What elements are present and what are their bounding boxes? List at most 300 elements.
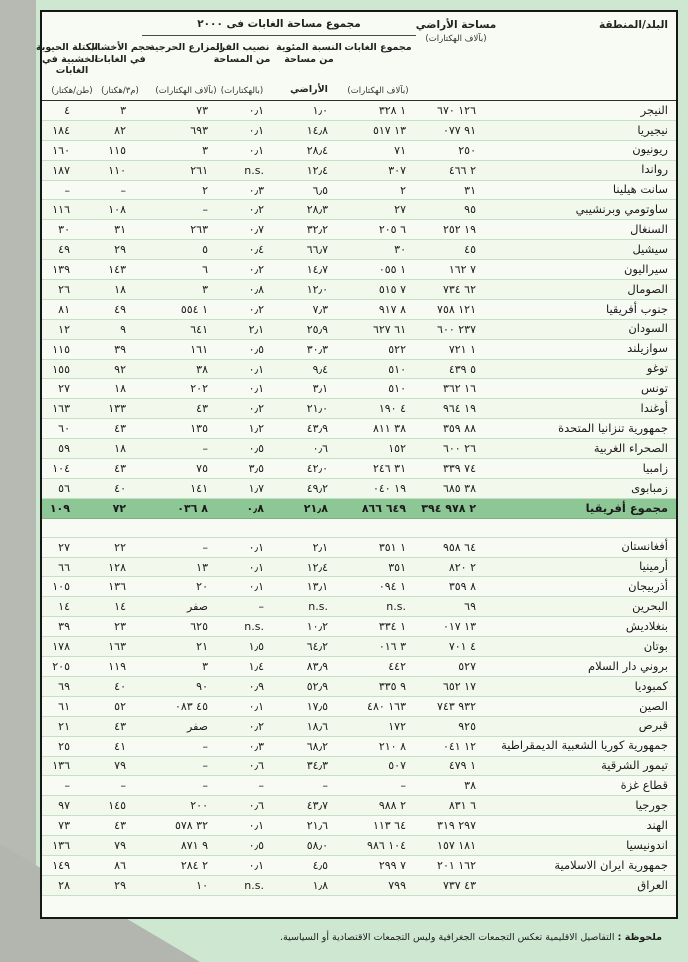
table-row <box>42 459 676 479</box>
cell-land: ١٦٢ ٢٠١ <box>437 858 476 872</box>
table-row <box>42 597 676 617</box>
table-row <box>42 677 676 697</box>
table-row <box>42 558 676 578</box>
footnote-label: ملحوظة : <box>617 932 662 943</box>
country-name: أفغانستان <box>621 539 668 554</box>
cell-plant: ٦٢٥ <box>190 620 208 634</box>
cell-bio: ١٠٩ <box>49 501 70 515</box>
total-forests-title: مجموع الغابات <box>344 42 412 53</box>
cell-pct: ٢١٫٦ <box>306 819 328 833</box>
cell-percap: ٠٫٢ <box>248 263 264 277</box>
footnote-text: التفاصيل الاقليمية تعكس التجمعات الجغرافية وليس التجمعات الاقتصادية أو السياسية. <box>280 932 615 943</box>
cell-pct: ٦٫٥ <box>312 183 328 197</box>
cell-vol: ١٦٣ <box>108 640 126 654</box>
table-row <box>42 419 676 439</box>
cell-land: ٩٣٢ ٧٤٣ <box>437 699 476 713</box>
cell-plant: ٨ ٠٣٦ <box>177 501 208 515</box>
cell-vol: ٥٢ <box>114 699 126 713</box>
cell-plant: – <box>202 540 208 554</box>
cell-percap: ٠٫١ <box>248 540 264 554</box>
cell-bio: ١١٥ <box>52 342 70 356</box>
cell-bio: ١٣٦ <box>52 839 70 852</box>
cell-land: ٢ ٩٧٨ ٣٩٤ <box>421 501 476 515</box>
country-name: تيمور الشرقية <box>601 758 668 773</box>
cell-land: ٣١ <box>464 183 476 197</box>
table-row <box>42 796 676 816</box>
cell-vol: ٢٢ <box>114 540 126 554</box>
cell-plant: – <box>202 759 208 773</box>
cell-pct: – <box>322 779 328 793</box>
cell-bio: – <box>64 183 70 197</box>
cell-plant: صفر <box>187 600 208 614</box>
wood-volume-title-line2: في الغابات <box>94 53 146 65</box>
country-name: نيجيريا <box>637 122 668 137</box>
cell-forest: ٣١ ٢٤٦ <box>372 461 406 475</box>
biomass-title-line2: الخشبية في <box>42 53 98 65</box>
cell-pct: ٤٣٫٧ <box>306 799 328 813</box>
cell-plant: – <box>202 779 208 793</box>
cell-vol: ١١٩ <box>108 659 126 673</box>
table-row <box>42 161 676 181</box>
cell-bio: ٢٧ <box>58 382 70 396</box>
cell-land: ٦٩ <box>464 600 476 614</box>
table-row <box>42 876 676 896</box>
cell-vol: ١٠٨ <box>108 203 126 217</box>
country-name: بوتان <box>643 638 668 653</box>
land-area-unit: (بآلاف الهكتارات) <box>425 34 487 44</box>
table-row <box>42 717 676 737</box>
cell-land: ٦٤ ٩٥٨ <box>442 540 476 554</box>
table-body <box>42 101 676 896</box>
table-row <box>42 220 676 240</box>
cell-bio: ١٧٨ <box>52 640 70 654</box>
cell-land: ٥٢٧ <box>458 659 476 673</box>
country-name: سوازيلند <box>627 341 668 356</box>
country-name: سانت هيلينا <box>612 182 668 197</box>
cell-bio: ٢٦ <box>58 282 70 296</box>
cell-plant: ٩٠ <box>196 679 208 693</box>
country-name: ريونيون <box>632 142 668 157</box>
cell-pct: ١٤٫٧ <box>306 263 328 277</box>
cell-plant: ٢٠٢ <box>190 382 208 396</box>
cell-pct: ٣٠٫٣ <box>306 342 328 356</box>
plantations-unit: (بآلاف الهكتارات) <box>155 86 217 96</box>
cell-percap: ٠٫٦ <box>248 759 264 773</box>
cell-pct: ٠٫٦ <box>312 442 328 456</box>
country-name: جورجيا <box>635 797 668 812</box>
cell-plant: ٧٣ <box>196 103 208 117</box>
cell-percap: ١٫٥ <box>248 640 264 654</box>
cell-percap: ١٫٢ <box>248 422 264 436</box>
cell-pct: ٢٨٫٤ <box>306 143 328 157</box>
table-row <box>42 538 676 558</box>
cell-percap: ٠٫٢ <box>248 719 264 733</box>
cell-land: ٨٨ ٣٥٩ <box>442 422 476 436</box>
table-row <box>42 757 676 777</box>
cell-pct: ٥٢٫٩ <box>306 679 328 693</box>
cell-percap: ٠٫١ <box>248 699 264 713</box>
cell-land: ٢ ٨٢٠ <box>448 560 476 574</box>
table-row <box>42 200 676 220</box>
cell-forest: ٣٠٧ <box>388 163 406 177</box>
table-row <box>42 181 676 201</box>
cell-land: ٧ ١٦٢ <box>448 263 476 277</box>
cell-forest: ٤٤٢ <box>388 659 406 673</box>
cell-percap: ٠٫٧ <box>248 223 264 237</box>
per-capita-unit: (بالهكتارات) <box>220 86 264 96</box>
country-name: الصين <box>639 698 668 713</box>
cell-percap: ٠٫١ <box>248 580 264 594</box>
cell-plant: ٤٥ ٠٨٣ <box>174 699 208 713</box>
cell-vol: ١٢٨ <box>108 560 126 574</box>
cell-vol: ٤١ <box>114 739 126 753</box>
cell-plant: ٢٠ <box>196 580 208 594</box>
country-name: بروني دار السلام <box>587 658 668 673</box>
plantations-title: المزارع الحرجية <box>149 42 223 53</box>
cell-percap: ٠٫٢ <box>248 203 264 217</box>
cell-plant: صفر <box>187 719 208 733</box>
cell-bio: ٦٩ <box>58 679 70 693</box>
cell-bio: ٨١ <box>58 302 70 316</box>
cell-land: ١٨١ ١٥٧ <box>437 839 476 852</box>
cell-vol: ٤٣ <box>114 819 126 833</box>
cell-land: ٤٣ ٧٣٧ <box>442 878 476 892</box>
cell-percap: ٠٫٥ <box>248 342 264 356</box>
cell-plant: ٢ ٢٨٤ <box>180 858 208 872</box>
country-name: جنوب أفريقيا <box>605 301 668 316</box>
country-name: قبرص <box>638 718 668 733</box>
cell-plant: ٤٣ <box>196 402 208 416</box>
cell-vol: ٧٩ <box>114 839 126 852</box>
cell-forest: – <box>400 779 406 793</box>
cell-bio: ٥٩ <box>58 442 70 456</box>
table-row-total-africa <box>42 499 676 519</box>
cell-plant: – <box>202 203 208 217</box>
cell-percap: ٠٫٢ <box>248 302 264 316</box>
cell-forest: ١ ٣٢٨ <box>378 103 406 117</box>
cell-land: ٤ ٧٠١ <box>448 640 476 654</box>
biomass-title-line3: الغابات <box>55 65 89 77</box>
cell-percap: ٠٫٩ <box>248 679 264 693</box>
cell-plant: ٢ <box>202 183 208 197</box>
country-name: جمهورية تنزانيا المتحدة <box>558 420 668 435</box>
cell-percap: n.s. <box>244 620 264 634</box>
total-forests-unit: (بآلاف الهكتارات) <box>347 86 409 96</box>
cell-percap: ٠٫١ <box>248 819 264 833</box>
cell-bio: ١٣٩ <box>52 263 70 277</box>
group-header-total-forest-2000: مجموع مساحة الغابات فى ٢٠٠٠ <box>142 18 416 36</box>
cell-land: ٢٦ ٦٠٠ <box>442 442 476 456</box>
cell-pct: ١٣٫١ <box>306 580 328 594</box>
cell-plant: ١٣٥ <box>190 422 208 436</box>
cell-plant: ٢٦١ <box>190 163 208 177</box>
country-name: أذربيجان <box>628 579 668 594</box>
cell-land: ٩١ ٠٧٧ <box>442 123 476 137</box>
cell-percap: ٠٫١ <box>248 560 264 574</box>
percent-title-line2: من مساحة <box>284 53 334 65</box>
cell-vol: ١٣٣ <box>108 402 126 416</box>
cell-bio: ١٦٠ <box>52 143 70 157</box>
cell-bio: ١٤ <box>58 600 70 614</box>
table-header <box>35 12 676 101</box>
cell-bio: ١٦٣ <box>52 402 70 416</box>
cell-pct: ١٢٫٠ <box>306 282 328 296</box>
table-row <box>42 360 676 380</box>
column-header-woody-biomass <box>35 42 98 96</box>
cell-land: ٢٩٧ ٣١٩ <box>437 819 476 833</box>
cell-bio: ١٢ <box>58 322 70 336</box>
cell-bio: ٢١ <box>58 719 70 733</box>
cell-plant: ٦٩٣ <box>190 123 208 137</box>
table-row <box>42 300 676 320</box>
cell-vol: ١٤٥ <box>108 799 126 813</box>
cell-vol: ٤٣ <box>114 719 126 733</box>
cell-forest: ١٩ ٠٤٠ <box>372 481 406 495</box>
cell-land: ٢٥٠ <box>458 143 476 157</box>
table-frame <box>35 10 678 919</box>
country-name: جمهورية ايران الاسلامية <box>554 857 668 872</box>
cell-land: ٥ ٤٣٩ <box>448 362 476 376</box>
cell-vol: ٣٩ <box>114 342 126 356</box>
cell-pct: ١٢٫٤ <box>306 560 328 574</box>
cell-forest: ٢ ٩٨٨ <box>378 799 406 813</box>
table-row <box>42 399 676 419</box>
cell-land: ١٩ ٢٥٢ <box>442 223 476 237</box>
country-name: سيراليون <box>623 261 668 276</box>
cell-percap: ٠٫١ <box>248 103 264 117</box>
cell-bio: ٦١ <box>58 699 70 713</box>
spacer-row <box>42 519 676 538</box>
cell-forest: ١٠٤ ٩٨٦ <box>367 839 406 852</box>
cell-pct: ٧٫٣ <box>312 302 328 316</box>
cell-bio: ١٨٤ <box>52 123 70 137</box>
biomass-title-line1: الكتلة الحيوية <box>35 42 98 53</box>
country-name: توغو <box>646 361 668 376</box>
cell-pct: ١٠٫٢ <box>306 620 328 634</box>
country-name: قطاع غزة <box>620 778 668 793</box>
cell-forest: ١٣ ٥١٧ <box>372 123 406 137</box>
country-name: العراق <box>637 877 668 892</box>
cell-pct: ١٨٫٦ <box>306 719 328 733</box>
country-name: زامبيا <box>642 460 668 475</box>
cell-vol: ١٣٦ <box>108 580 126 594</box>
cell-forest: ١ ٠٩٤ <box>378 580 406 594</box>
cell-pct: ٥٨٫٠ <box>306 839 328 852</box>
cell-bio: ١٤٩ <box>52 858 70 872</box>
table-row <box>42 816 676 836</box>
cell-forest: ٦٤٩ ٨٦٦ <box>361 501 406 515</box>
country-name: بنغلاديش <box>625 618 668 633</box>
cell-plant: ١٣ <box>196 560 208 574</box>
cell-percap: ٠٫٦ <box>248 799 264 813</box>
column-header-country: البلد/المنطقة <box>598 19 668 31</box>
table-row <box>42 280 676 300</box>
cell-pct: ٢٫١ <box>312 540 328 554</box>
country-name: الصومال <box>627 281 668 296</box>
cell-forest: ٦٤ ١١٣ <box>372 819 406 833</box>
cell-vol: ٢٩ <box>114 878 126 892</box>
cell-forest: ٥٠٧ <box>388 759 406 773</box>
table-row <box>42 697 676 717</box>
cell-pct: ١٧٫٥ <box>306 699 328 713</box>
cell-forest: ٦ ٢٠٥ <box>378 223 406 237</box>
cell-forest: ٥٢٢ <box>388 342 406 356</box>
cell-vol: ١٨ <box>114 282 126 296</box>
cell-forest: ٢ <box>400 183 406 197</box>
cell-plant: – <box>202 739 208 753</box>
cell-plant: ١٦١ <box>190 342 208 356</box>
cell-forest: ٧ ٥١٥ <box>378 282 406 296</box>
column-header-forest-plantations <box>142 42 230 96</box>
cell-land: ٣٨ <box>464 779 476 793</box>
cell-forest: ١٥٢ <box>388 442 406 456</box>
cell-pct: ٢٨٫٣ <box>306 203 328 217</box>
cell-plant: ٢٦٣ <box>190 223 208 237</box>
cell-forest: ٥١٠ <box>388 362 406 376</box>
table-row <box>42 439 676 459</box>
cell-percap: – <box>258 600 264 614</box>
cell-land: ٨ ٣٥٩ <box>448 580 476 594</box>
cell-vol: ٤٩ <box>114 302 126 316</box>
cell-plant: ٦ <box>202 263 208 277</box>
cell-forest: ٥١٠ <box>388 382 406 396</box>
cell-land: ١ ٧٢١ <box>448 342 476 356</box>
cell-percap: ٠٫٤ <box>248 243 264 257</box>
cell-pct: ٣٫١ <box>312 382 328 396</box>
cell-pct: ٦٨٫٢ <box>306 739 328 753</box>
country-name: أرمينيا <box>639 559 668 574</box>
cell-vol: – <box>120 779 126 793</box>
cell-pct: ٤٣٫٩ <box>306 422 328 436</box>
cell-percap: ٢٫١ <box>248 322 264 336</box>
cell-pct: ١٫٠ <box>312 103 328 117</box>
cell-plant: ٢٠٠ <box>190 799 208 813</box>
cell-vol: ١٨ <box>114 382 126 396</box>
cell-forest: ٧١ <box>394 143 406 157</box>
cell-forest: ٧٩٩ <box>388 878 406 892</box>
cell-land: ٩٢٥ <box>458 719 476 733</box>
land-area-title: مساحة الأراضي <box>415 19 497 31</box>
table-row <box>42 836 676 856</box>
cell-pct: ٩٫٤ <box>312 362 328 376</box>
cell-vol: ٢٩ <box>114 243 126 257</box>
per-capita-title-line1: نصيب الفرد <box>214 42 270 53</box>
cell-land: ١٧ ٦٥٢ <box>442 679 476 693</box>
cell-forest: ٢٧ <box>394 203 406 217</box>
cell-vol: ٣ <box>120 103 126 117</box>
cell-plant: ١ ٥٥٤ <box>180 302 208 316</box>
cell-percap: ٠٫٨ <box>246 501 264 515</box>
country-name: السنغال <box>630 222 668 237</box>
country-name: الصحراء الغربية <box>593 440 668 455</box>
cell-pct: ٦٦٫٧ <box>306 243 328 257</box>
cell-plant: ٣٢ ٥٧٨ <box>174 819 208 833</box>
cell-plant: ٧٥ <box>196 461 208 475</box>
cell-land: ٦٢ ٧٣٤ <box>442 282 476 296</box>
cell-percap: ٠٫١ <box>248 362 264 376</box>
cell-percap: ٠٫١ <box>248 123 264 137</box>
scanner-edge-strip <box>0 0 36 962</box>
cell-plant: ٣ <box>202 143 208 157</box>
cell-vol: ٩ <box>120 322 126 336</box>
cell-forest: n.s. <box>386 600 406 614</box>
table-row <box>42 260 676 280</box>
table-row <box>42 320 676 340</box>
cell-land: ٦ ٨٣١ <box>448 799 476 813</box>
country-name: تونس <box>640 381 668 396</box>
cell-percap: ٠٫١ <box>248 858 264 872</box>
cell-bio: ١٥٥ <box>52 362 70 376</box>
cell-pct: ٤٢٫٠ <box>306 461 328 475</box>
cell-forest: ٣٨ ٨١١ <box>372 422 406 436</box>
cell-plant: ١٤١ <box>190 481 208 495</box>
cell-percap: ٠٫٨ <box>248 282 264 296</box>
cell-vol: ١١٠ <box>108 163 126 177</box>
cell-percap: n.s. <box>244 163 264 177</box>
country-name: ساوتومي وبرنشيبي <box>575 202 668 217</box>
column-header-land-area <box>412 19 500 44</box>
cell-bio: ١٠٥ <box>52 580 70 594</box>
cell-bio: – <box>64 779 70 793</box>
cell-vol: ١٤ <box>114 600 126 614</box>
cell-land: ١ ٤٧٩ <box>448 759 476 773</box>
cell-plant: ٢١ <box>196 640 208 654</box>
cell-plant: ٩ ٨٧١ <box>180 839 208 852</box>
cell-pct: ٢١٫٨ <box>303 501 328 515</box>
wood-volume-unit: (م٣/هكتار) <box>101 86 139 96</box>
cell-bio: ١١٦ <box>52 203 70 217</box>
cell-vol: ٤٣ <box>114 422 126 436</box>
table-row <box>42 141 676 161</box>
cell-percap: ٠٫٥ <box>248 442 264 456</box>
cell-plant: – <box>202 442 208 456</box>
cell-pct: ١٫٨ <box>312 878 328 892</box>
cell-pct: ٣٤٫٣ <box>306 759 328 773</box>
cell-vol: ٧٢ <box>112 501 126 515</box>
country-name: سيشيل <box>632 241 668 256</box>
cell-percap: ١٫٤ <box>248 659 264 673</box>
table-row <box>42 856 676 876</box>
cell-land: ١٦ ٣٦٢ <box>442 382 476 396</box>
cell-percap: ٣٫٥ <box>248 461 264 475</box>
cell-bio: ١٨٧ <box>52 163 70 177</box>
cell-forest: ٩ ٣٣٥ <box>378 679 406 693</box>
table-row <box>42 240 676 260</box>
cell-land: ١٢ ٠٤١ <box>442 739 476 753</box>
table-row <box>42 479 676 499</box>
cell-bio: ٦٠ <box>58 422 70 436</box>
cell-bio: ٦٦ <box>58 560 70 574</box>
percent-title-line3: الأراضي <box>290 84 328 96</box>
cell-plant: ٦٤١ <box>190 322 208 336</box>
cell-land: ١٢١ ٧٥٨ <box>437 302 476 316</box>
cell-percap: – <box>258 779 264 793</box>
cell-percap: ٠٫٥ <box>248 839 264 852</box>
country-name: اندونيسيا <box>626 837 668 852</box>
cell-forest: ٤ ١٩٠ <box>378 402 406 416</box>
cell-bio: ١٣٦ <box>52 759 70 773</box>
country-name: مجموع أفريقيا <box>585 500 668 515</box>
cell-pct: ١٤٫٨ <box>306 123 328 137</box>
cell-forest: ١ ٠٥٥ <box>378 263 406 277</box>
cell-bio: ١٠٤ <box>52 461 70 475</box>
cell-plant: ٥ <box>202 243 208 257</box>
cell-vol: ٤٠ <box>114 481 126 495</box>
cell-bio: ٣٩ <box>58 620 70 634</box>
country-name: البحرين <box>632 599 668 614</box>
biomass-unit: (طن/هكتار) <box>51 86 93 96</box>
cell-plant: ٣ <box>202 282 208 296</box>
